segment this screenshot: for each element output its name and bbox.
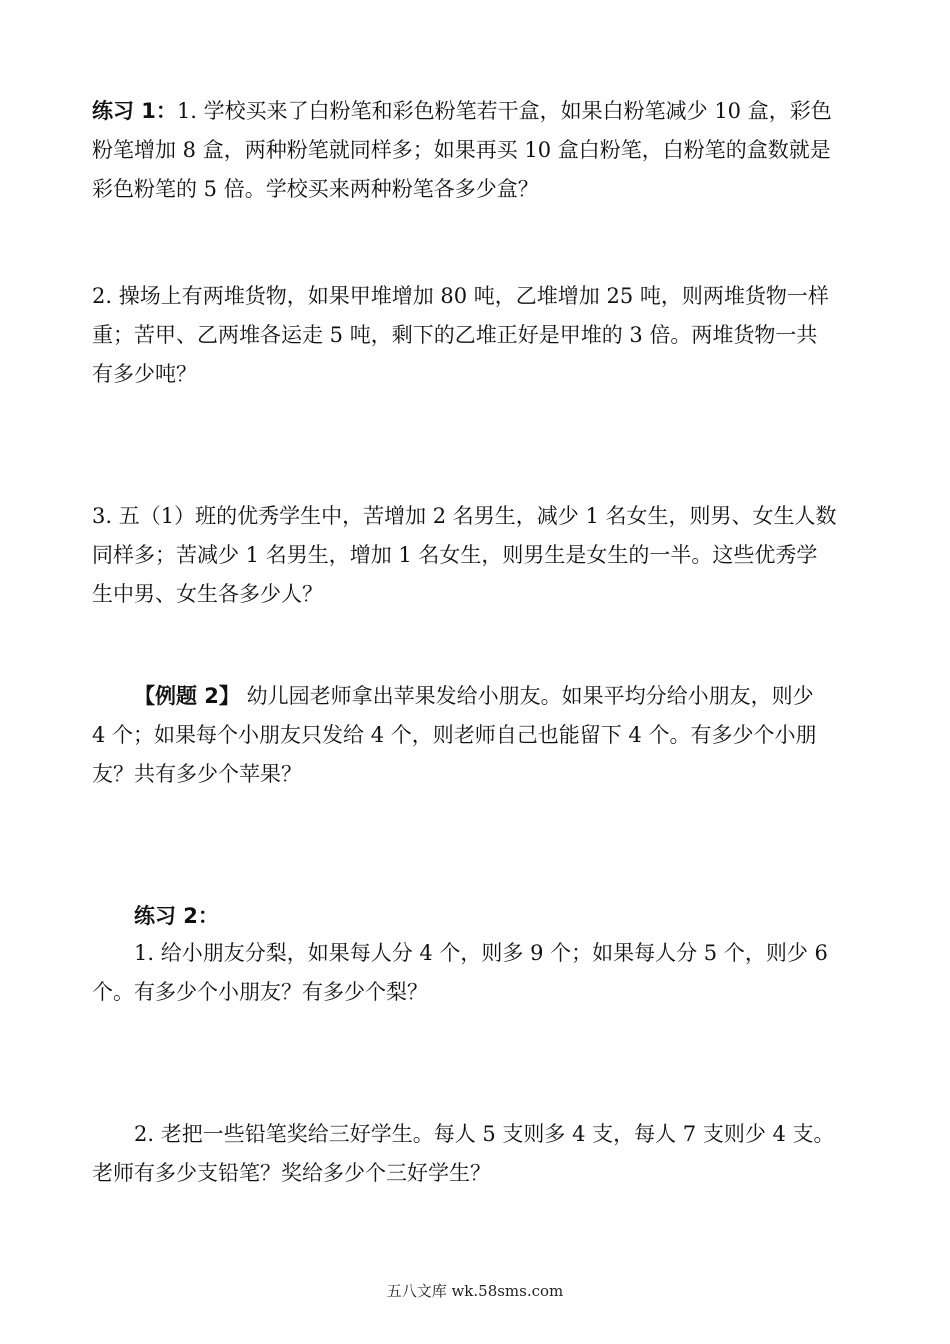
practice2-heading: [92, 897, 862, 936]
practice1-q3-line2: 同样多；苦减少 1 名男生，增加 1 名女生，则男生是女生的一半。这些优秀学: [92, 543, 818, 567]
practice1-q3-line1: 3. 五（1）班的优秀学生中，苦增加 2 名男生，减少 1 名女生，则男、女生人数: [92, 504, 837, 528]
example2-line3: 友？共有多少个苹果？: [92, 762, 302, 786]
practice1-question1: [92, 92, 862, 209]
practice1-q2-line1: 2. 操场上有两堆货物，如果甲堆增加 80 吨，乙堆增加 25 吨，则两堆货物一样: [92, 284, 829, 308]
practice2-label: 练习 2：: [134, 904, 219, 928]
example2-line2: 4 个；如果每个小朋友只发给 4 个，则老师自己也能留下 4 个。有多少个小朋: [92, 723, 817, 747]
practice1-q1-line2: 粉笔增加 8 盒，两种粉笔就同样多；如果再买 10 盒白粉笔，白粉笔的盒数就是: [92, 138, 831, 162]
practice1-question2: [92, 277, 862, 394]
practice1-q2-line2: 重；苦甲、乙两堆各运走 5 吨，剩下的乙堆正好是甲堆的 3 倍。两堆货物一共: [92, 323, 818, 347]
practice2-q1-text1: 1. 给小朋友分梨，如果每人分 4 个，则多 9 个；如果每人分 5 个，则少 6: [134, 941, 828, 965]
practice2-heading-line: [92, 897, 862, 936]
practice1-q2-line3: 有多少吨？: [92, 362, 197, 386]
practice2-question2: [92, 1115, 862, 1193]
example2-problem: [92, 677, 862, 794]
practice2-q1-line2: 个。有多少个小朋友？有多少个梨？: [92, 980, 428, 1004]
practice1-q3-line3: 生中男、女生各多少人？: [92, 582, 323, 606]
practice1-q1-line1: [92, 92, 862, 131]
practice1-label: 练习 1：: [92, 99, 177, 123]
practice2-question1: [92, 934, 862, 1012]
practice2-q2-line2: 老师有多少支铅笔？奖给多少个三好学生？: [92, 1161, 491, 1185]
practice2-q1-line1: [92, 934, 862, 973]
example2-label: 【例题 2】: [134, 684, 240, 708]
example2-line1: [92, 677, 862, 716]
practice1-q1-text1: 1. 学校买来了白粉笔和彩色粉笔若干盒，如果白粉笔减少 10 盒，彩色: [176, 99, 832, 123]
practice1-question3: [92, 497, 862, 614]
practice1-q1-line3: 彩色粉笔的 5 倍。学校买来两种粉笔各多少盒？: [92, 177, 539, 201]
footer-watermark: 五八文库 wk.58sms.com: [386, 1282, 564, 1300]
example2-text1: 幼儿园老师拿出苹果发给小朋友。如果平均分给小朋友，则少: [239, 684, 814, 708]
practice2-q2-text1: 2. 老把一些铅笔奖给三好学生。每人 5 支则多 4 支，每人 7 支则少 4 支。: [134, 1122, 835, 1146]
practice2-q2-line1: [92, 1115, 862, 1154]
